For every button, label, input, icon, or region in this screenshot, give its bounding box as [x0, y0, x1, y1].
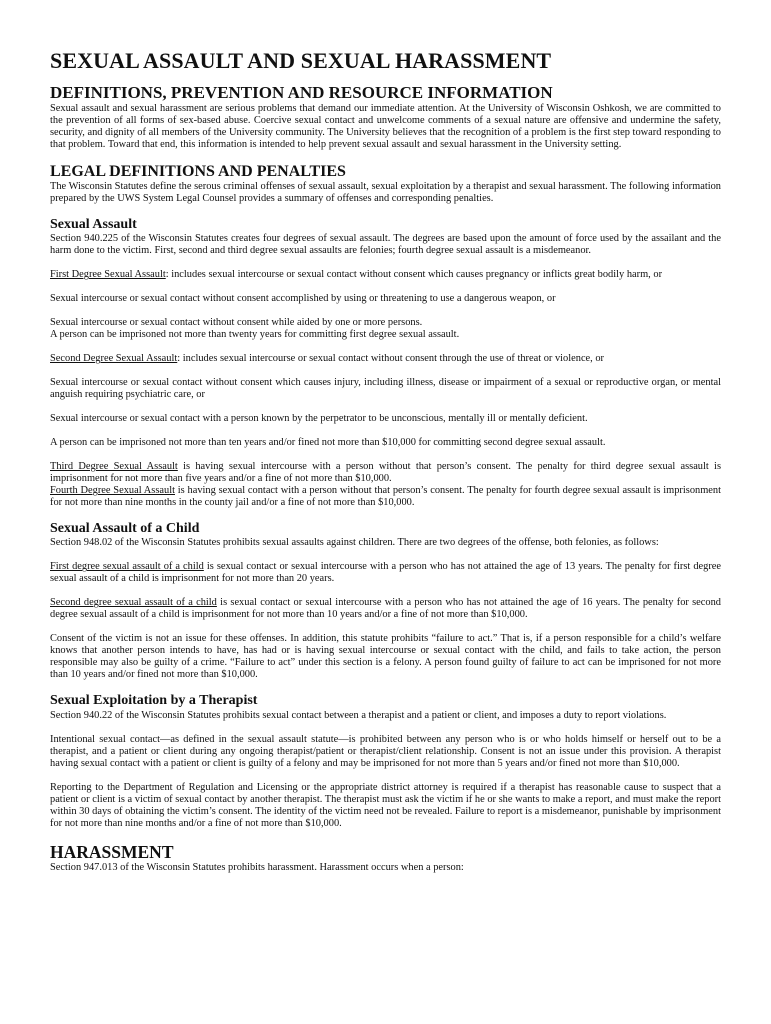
child-first-degree-label: First degree sexual assault of a child [50, 561, 204, 573]
child-heading: Sexual Assault of a Child [50, 521, 200, 537]
intro-text: Sexual assault and sexual harassment are serious problems that demand our immediate attention. At the University of Wisconsin Oshkosh, we are committed to the prevention of all forms of sex-based abuse. Coercive sexual contact and unwelcome comments of a sexual nature are offensive and undermine the safety, security, and dignity of all members of the University community. The University believes that the recognition of a problem is the first step toward responding to that problem. Toward that end, this information is intended to help prevent sexual assault and sexual harassment in the University setting. [50, 102, 721, 150]
child-second-degree-label: Second degree sexual assault of a child [50, 597, 217, 609]
fourth-degree-text: is having sexual contact with a person without that person’s consent. The penalty for fourth degree sexual assault is imprisonment for not more than nine months in the county jail and/or a fine of not more than $10,000. [50, 485, 721, 509]
document-title: SEXUAL ASSAULT AND SEXUAL HARASSMENT [50, 48, 552, 73]
second-degree-text: : includes sexual intercourse or sexual contact without consent through the use of threat or violence, or [177, 353, 605, 365]
fourth-degree-paragraph [50, 485, 721, 509]
second-degree-penalty: A person can be imprisoned not more than ten years and/or fined not more than $10,000 for committing second degree sexual assault. [50, 437, 606, 449]
failure-to-act-paragraph: Consent of the victim is not an issue for these offenses. In addition, this statute prohibits “failure to act.” That is, if a person responsible for a child’s welfare knows that another person intends to have, has had or is having sexual intercourse or sexual contact with the child, and fails to take action, the person responsible may also be guilty of a crime. “Failure to act” under this section is a felony. A person found guilty of failure to act can be imprisoned for not more than 10 years and/or fined not more than $10,000. [50, 633, 721, 681]
child-second-degree-paragraph [50, 597, 721, 621]
legal-text: The Wisconsin Statutes define the serous criminal offenses of sexual assault, sexual exploitation by a therapist and sexual harassment. The following information prepared by the UWS System Legal Counsel provides a summary of offenses and corresponding penalties. [50, 181, 721, 205]
third-degree-label: Third Degree Sexual Assault [50, 461, 178, 473]
first-degree-paragraph [50, 269, 721, 281]
first-degree-label: First Degree Sexual Assault [50, 269, 166, 281]
first-degree-penalty: A person can be imprisoned not more than twenty years for committing first degree sexual assault. [50, 329, 460, 341]
harassment-intro: Section 947.013 of the Wisconsin Statutes prohibits harassment. Harassment occurs when a person: [50, 861, 464, 873]
aided-paragraph: Sexual intercourse or sexual contact without consent while aided by one or more persons. [50, 317, 423, 329]
harassment-heading: HARASSMENT [50, 841, 174, 862]
third-degree-text: is having sexual intercourse with a person without that person’s consent. The penalty for third degree sexual assault is imprisonment for not more than five years and/or a fine of not more than $10,000. [50, 461, 721, 485]
sexual-assault-intro: Section 940.225 of the Wisconsin Statutes creates four degrees of sexual assault. The degrees are based upon the amount of force used by the assailant and the harm done to the victim. First, second and third degree sexual assaults are felonies; fourth degree sexual assault is a misdemeanor. [50, 233, 721, 257]
injury-paragraph: Sexual intercourse or sexual contact without consent which causes injury, including illness, disease or impairment of a sexual or reproductive organ, or mental anguish requiring psychiatric care, or [50, 377, 721, 401]
child-intro: Section 948.02 of the Wisconsin Statutes prohibits sexual assaults against children. There are two degrees of the offense, both felonies, as follows: [50, 537, 659, 549]
second-degree-paragraph [50, 353, 721, 365]
therapist-intro: Section 940.22 of the Wisconsin Statutes prohibits sexual contact between a therapist and a patient or client, and imposes a duty to report violations. [50, 709, 667, 721]
child-second-degree-text: is sexual contact or sexual intercourse with a person who has not attained the age of 16 years. The penalty for second degree sexual assault of a child is imprisonment for not more than 10 years and/or a fine of not more than $10,000. [50, 597, 721, 621]
first-degree-text: : includes sexual intercourse or sexual contact without consent which causes pregnancy or inflicts great bodily harm, or [165, 269, 663, 281]
child-first-degree-text: is sexual contact or sexual intercourse with a person who has not attained the age of 13 years. The penalty for first degree sexual assault of a child is imprisonment for not more than 20 years. [50, 561, 722, 585]
child-first-degree-paragraph [50, 561, 721, 585]
sexual-assault-heading: Sexual Assault [50, 217, 137, 233]
therapist-contact-paragraph: Intentional sexual contact—as defined in the sexual assault statute—is prohibited between any person who is or who holds himself or herself out to be a therapist, and a patient or client during any ongoing therapist/patient or therapist/client relationship. Consent is not an issue under this provision. A therapist having sexual contact with a patient or client is guilty of a felony and may be imprisoned for not more than 5 years and/or fined not more than $10,000. [50, 733, 721, 769]
unconscious-paragraph: Sexual intercourse or sexual contact with a person known by the perpetrator to be unconscious, mentally ill or mentally deficient. [50, 413, 588, 425]
therapist-reporting-paragraph: Reporting to the Department of Regulation and Licensing or the appropriate district attorney is required if a therapist has reasonable cause to suspect that a patient or client is a victim of sexual contact by another therapist. The therapist must ask the victim if he or she wants to make a report, and must make the report within 30 days of obtaining the victim’s consent. The identity of the victim need not be revealed. Failure to report is a misdemeanor, punishable by imprisonment for not more than nine months and/or a fine of not more than $10,000. [50, 781, 721, 829]
legal-heading: LEGAL DEFINITIONS AND PENALTIES [50, 162, 346, 180]
weapon-paragraph: Sexual intercourse or sexual contact without consent accomplished by using or threatening to use a dangerous weapon, or [50, 293, 556, 305]
second-degree-label: Second Degree Sexual Assault [50, 353, 178, 365]
third-degree-paragraph [50, 461, 721, 485]
intro-heading: DEFINITIONS, PREVENTION AND RESOURCE INFORMATION [50, 83, 553, 103]
fourth-degree-label: Fourth Degree Sexual Assault [50, 485, 175, 497]
therapist-heading: Sexual Exploitation by a Therapist [50, 693, 258, 709]
